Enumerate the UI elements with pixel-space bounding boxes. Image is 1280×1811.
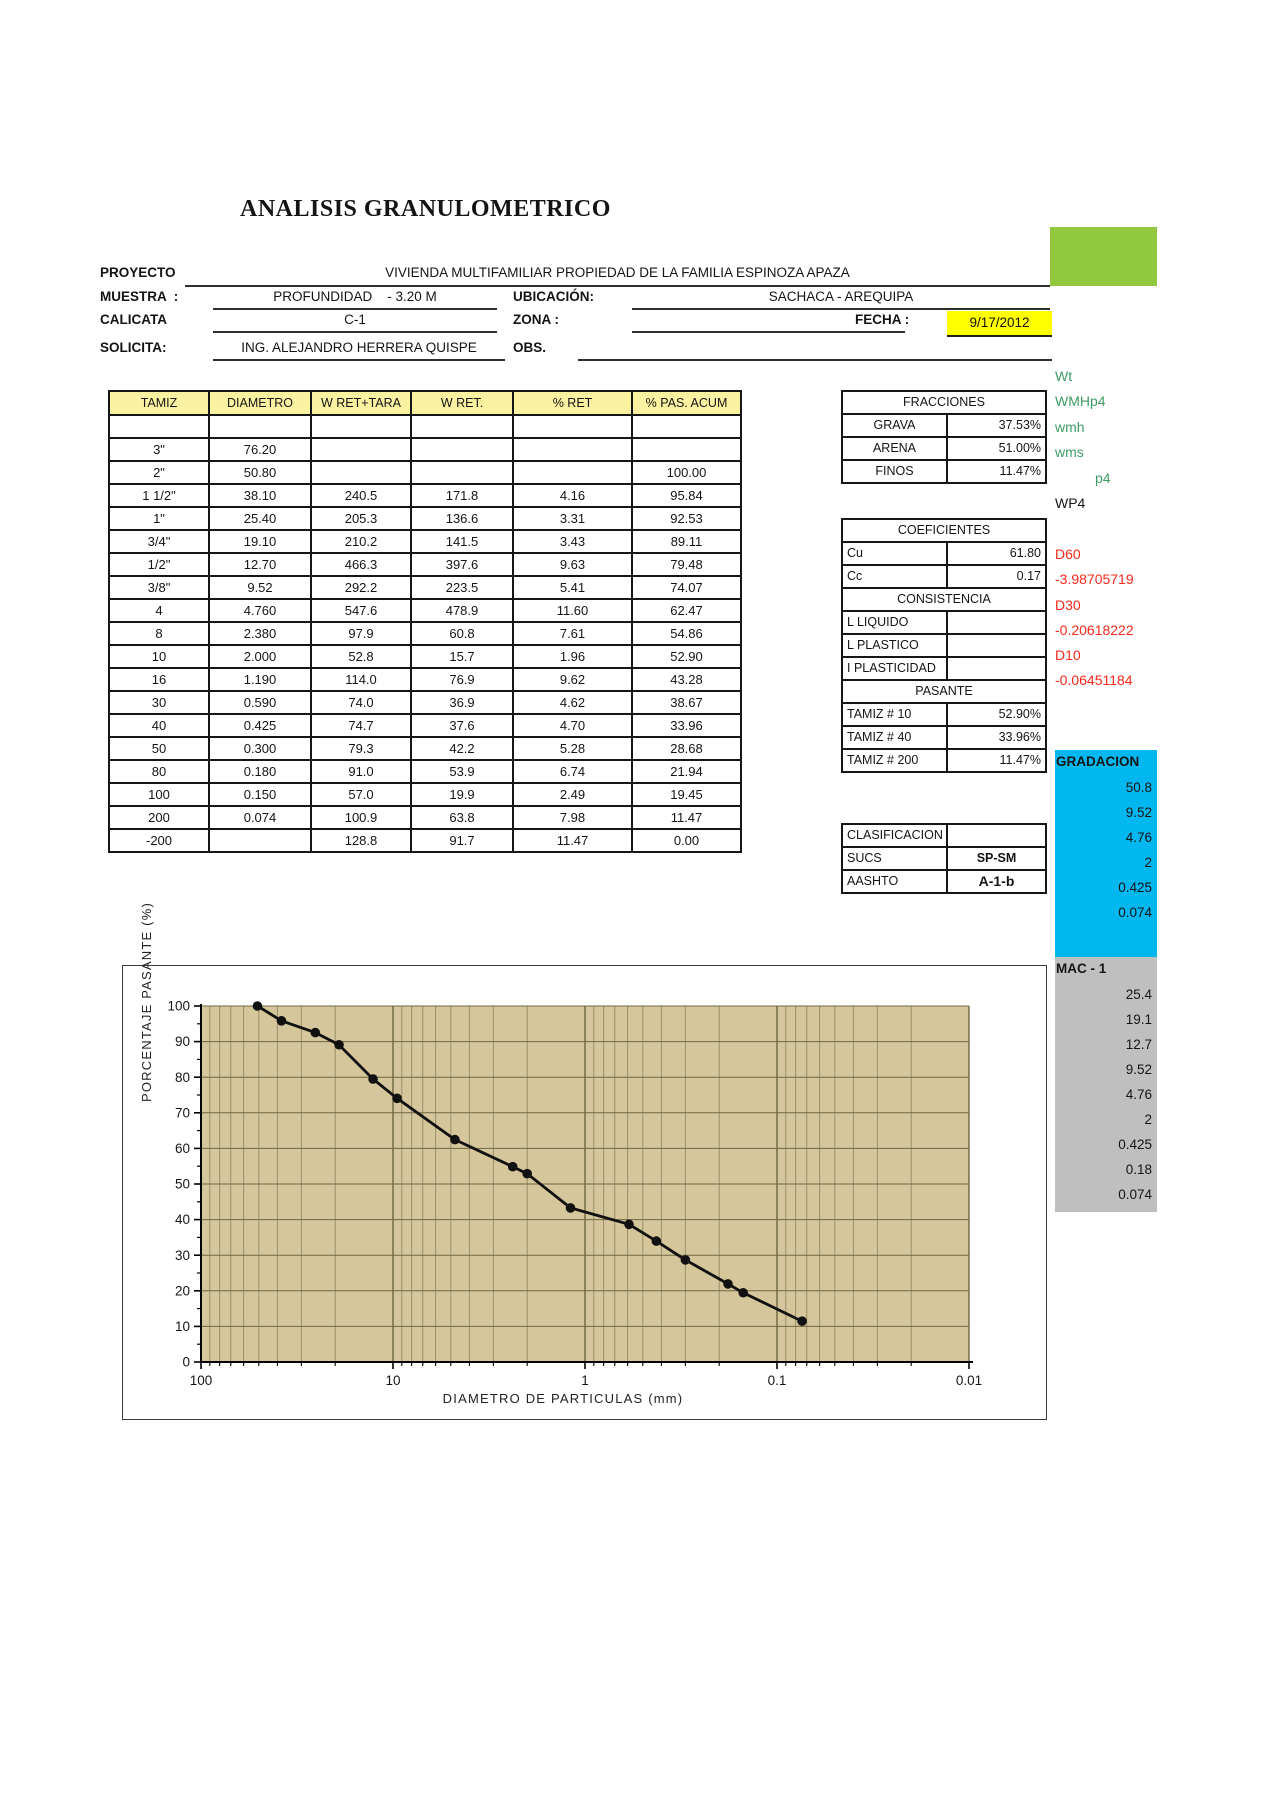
table-cell: 397.6 [411,553,513,576]
box-row [842,391,1046,414]
table-cell: 54.86 [632,622,741,645]
table-cell: 1.190 [209,668,311,691]
svg-text:20: 20 [174,1283,190,1299]
table-cell [513,461,632,484]
stack-value: 9.52 [1125,805,1152,820]
table-cell: 2.000 [209,645,311,668]
box-row [842,847,1046,870]
table-cell: 92.53 [632,507,741,530]
column-header: % RET [513,391,632,415]
box-value: A-1-b [947,870,1046,893]
table-cell: 3.43 [513,530,632,553]
table-cell [632,415,741,438]
table-cell: 40 [109,714,209,737]
table-cell: 3/4" [109,530,209,553]
table-cell: 171.8 [411,484,513,507]
table-cell: 9.52 [209,576,311,599]
solicita-label: SOLICITA: [100,340,167,355]
table-cell: 76.9 [411,668,513,691]
box-value: 61.80 [947,542,1046,565]
stack-value: 12.7 [1125,1037,1152,1052]
box-value: 37.53% [947,414,1046,437]
box-header: PASANTE [842,680,1046,703]
table-cell: 36.9 [411,691,513,714]
margin-note: D30 [1055,597,1081,613]
table-cell: 91.0 [311,760,411,783]
table-cell: 0.074 [209,806,311,829]
box-label: L PLASTICO [842,634,947,657]
table-cell [311,438,411,461]
table-cell: 4 [109,599,209,622]
box-row [842,414,1046,437]
table-cell: 2.49 [513,783,632,806]
table-cell: 11.47 [632,806,741,829]
table-row [109,484,741,507]
table-cell: 62.47 [632,599,741,622]
box-row [842,703,1046,726]
svg-text:40: 40 [174,1212,190,1228]
box-value [947,611,1046,634]
table-cell: 50 [109,737,209,760]
margin-note: WMHp4 [1055,393,1106,409]
table-cell: 100 [109,783,209,806]
sieve-table-body [109,415,741,852]
table-cell: 33.96 [632,714,741,737]
box-row [842,437,1046,460]
fracciones-body [842,391,1046,483]
box-label: FINOS [842,460,947,483]
table-cell: 0.590 [209,691,311,714]
svg-text:100: 100 [167,998,190,1014]
ubicacion-underline [632,308,1050,310]
table-cell: 4.70 [513,714,632,737]
box-row [842,519,1046,542]
table-row [109,415,741,438]
box-value: 52.90% [947,703,1046,726]
box-row [842,870,1046,893]
table-row [109,783,741,806]
stack-value: 0.074 [1118,1187,1152,1202]
table-cell: 1.96 [513,645,632,668]
table-row [109,553,741,576]
box-value: 0.17 [947,565,1046,588]
box-header: CONSISTENCIA [842,588,1046,611]
table-cell: 1" [109,507,209,530]
box-label: AASHTO [842,870,947,893]
box-row [842,542,1046,565]
box-value: 51.00% [947,437,1046,460]
solicita-value: ING. ALEJANDRO HERRERA QUISPE [241,340,477,355]
svg-text:1: 1 [581,1373,589,1388]
table-cell: 42.2 [411,737,513,760]
box-row [842,565,1046,588]
stack-value: 2 [1144,855,1152,870]
box-label: L LIQUIDO [842,611,947,634]
table-cell: 4.16 [513,484,632,507]
box-row [842,611,1046,634]
svg-text:100: 100 [189,1373,213,1388]
box-label: GRAVA [842,414,947,437]
gradacion-title: GRADACION [1056,754,1140,769]
table-cell: 16 [109,668,209,691]
table-cell: 0.00 [632,829,741,852]
table-cell: 3" [109,438,209,461]
fracciones-box [841,390,1047,484]
stack-value: 2 [1144,1112,1152,1127]
table-cell: -200 [109,829,209,852]
column-header: % PAS. ACUM [632,391,741,415]
table-cell: 3/8" [109,576,209,599]
mac-box [1055,957,1157,1212]
muestra-label: MUESTRA : [100,289,179,304]
gradacion-values [1055,775,1157,925]
table-cell: 100.9 [311,806,411,829]
table-cell: 223.5 [411,576,513,599]
margin-note: -3.98705719 [1055,571,1134,587]
table-cell: 38.67 [632,691,741,714]
table-cell: 97.9 [311,622,411,645]
table-cell [109,415,209,438]
grain-size-chart [122,965,1047,1420]
stack-value: 19.1 [1125,1012,1152,1027]
table-cell: 79.48 [632,553,741,576]
table-cell: 19.45 [632,783,741,806]
stack-value: 4.76 [1125,1087,1152,1102]
fecha-value-cell: 9/17/2012 [947,311,1052,337]
clasificacion-body [842,824,1046,893]
table-cell: 128.8 [311,829,411,852]
table-cell: 50.80 [209,461,311,484]
gradacion-box [1055,750,1157,957]
table-cell: 10 [109,645,209,668]
svg-text:90: 90 [174,1034,190,1050]
table-cell: 2.380 [209,622,311,645]
muestra-underline [213,308,497,310]
stack-value: 50.8 [1125,780,1152,795]
table-cell: 15.7 [411,645,513,668]
margin-note: -0.06451184 [1055,672,1133,688]
box-label: SUCS [842,847,947,870]
table-cell: 4.760 [209,599,311,622]
table-cell: 205.3 [311,507,411,530]
sieve-table-header-row [109,391,741,415]
stack-value: 0.074 [1118,905,1152,920]
column-header: W RET+TARA [311,391,411,415]
mac-title: MAC - 1 [1056,961,1107,976]
table-cell: 2" [109,461,209,484]
table-row [109,829,741,852]
table-row [109,530,741,553]
box-value: 11.47% [947,749,1046,772]
table-cell [411,438,513,461]
table-cell [209,829,311,852]
table-cell: 28.68 [632,737,741,760]
proyecto-value: VIVIENDA MULTIFAMILIAR PROPIEDAD DE LA FAMILIA ESPINOZA APAZA [385,265,850,280]
box-label: TAMIZ # 10 [842,703,947,726]
fecha-label: FECHA : [855,312,910,327]
table-cell: 240.5 [311,484,411,507]
box-label: I PLASTICIDAD [842,657,947,680]
stack-value: 0.425 [1118,880,1152,895]
green-highlight-block [1050,227,1157,286]
margin-note: wms [1055,444,1084,460]
table-cell: 43.28 [632,668,741,691]
table-cell [632,438,741,461]
box-row [842,657,1046,680]
box-label: Cu [842,542,947,565]
table-row [109,714,741,737]
box-row [842,588,1046,611]
table-cell: 9.62 [513,668,632,691]
obs-label: OBS. [513,340,547,355]
table-cell: 38.10 [209,484,311,507]
chart-y-axis-title: PORCENTAJE PASANTE (%) [139,902,154,1102]
table-cell: 11.60 [513,599,632,622]
svg-text:10: 10 [174,1319,190,1334]
calicata-underline [213,331,497,333]
table-row [109,668,741,691]
table-cell: 5.41 [513,576,632,599]
muestra-value: PROFUNDIDAD - 3.20 M [273,289,437,304]
table-cell: 52.8 [311,645,411,668]
table-cell: 0.180 [209,760,311,783]
box-label: TAMIZ # 40 [842,726,947,749]
table-cell: 9.63 [513,553,632,576]
box-value: 11.47% [947,460,1046,483]
svg-text:70: 70 [174,1105,190,1121]
table-row [109,461,741,484]
margin-note: D60 [1055,546,1081,562]
box-header: FRACCIONES [842,391,1046,414]
table-cell [311,415,411,438]
mac-values [1055,982,1157,1207]
table-row [109,599,741,622]
coeficientes-body [842,519,1046,772]
svg-text:0: 0 [182,1354,190,1370]
stack-value: 4.76 [1125,830,1152,845]
table-cell [513,438,632,461]
table-cell [209,415,311,438]
table-cell: 114.0 [311,668,411,691]
solicita-underline [213,359,505,361]
margin-note: -0.20618222 [1055,622,1134,638]
zona-underline [632,331,905,333]
ubicacion-value: SACHACA - AREQUIPA [768,289,914,304]
table-row [109,507,741,530]
table-cell [311,461,411,484]
table-cell: 3.31 [513,507,632,530]
table-cell: 76.20 [209,438,311,461]
margin-note: p4 [1095,470,1111,486]
table-cell: 292.2 [311,576,411,599]
table-cell: 63.8 [411,806,513,829]
table-cell: 74.0 [311,691,411,714]
table-cell: 0.425 [209,714,311,737]
table-cell: 53.9 [411,760,513,783]
table-cell: 21.94 [632,760,741,783]
table-cell: 0.300 [209,737,311,760]
box-row [842,460,1046,483]
table-cell: 57.0 [311,783,411,806]
table-cell: 37.6 [411,714,513,737]
table-cell: 95.84 [632,484,741,507]
box-row [842,634,1046,657]
table-cell: 200 [109,806,209,829]
box-label: Cc [842,565,947,588]
margin-note: Wt [1055,368,1073,384]
proyecto-label: PROYECTO [100,265,176,280]
table-row [109,737,741,760]
table-cell: 52.90 [632,645,741,668]
table-cell: 19.10 [209,530,311,553]
stack-value: 0.425 [1118,1137,1152,1152]
zona-label: ZONA : [513,312,559,327]
table-cell: 74.7 [311,714,411,737]
table-cell: 60.8 [411,622,513,645]
stack-value: 25.4 [1125,987,1152,1002]
box-row [842,749,1046,772]
box-value [947,634,1046,657]
table-row [109,645,741,668]
margin-note: wmh [1055,419,1085,435]
coeficientes-box [841,518,1047,773]
margin-note: D10 [1055,647,1081,663]
stack-value: 0.18 [1125,1162,1152,1177]
table-cell: 12.70 [209,553,311,576]
table-cell [411,461,513,484]
svg-text:10: 10 [385,1373,401,1388]
table-cell [411,415,513,438]
box-value [947,657,1046,680]
table-cell: 7.98 [513,806,632,829]
stack-value: 9.52 [1125,1062,1152,1077]
table-row [109,806,741,829]
svg-text:80: 80 [174,1069,190,1085]
clasificacion-box [841,823,1047,894]
table-cell: 74.07 [632,576,741,599]
proyecto-underline [185,285,1050,287]
table-cell: 0.150 [209,783,311,806]
svg-text:DIAMETRO DE PARTICULAS (mm): DIAMETRO DE PARTICULAS (mm) [442,1391,684,1406]
box-label: ARENA [842,437,947,460]
box-header: COEFICIENTES [842,519,1046,542]
table-cell: 1/2" [109,553,209,576]
table-cell: 141.5 [411,530,513,553]
table-row [109,438,741,461]
table-cell: 7.61 [513,622,632,645]
table-row [109,760,741,783]
table-cell: 89.11 [632,530,741,553]
table-cell: 547.6 [311,599,411,622]
table-cell: 4.62 [513,691,632,714]
table-cell: 79.3 [311,737,411,760]
column-header: TAMIZ [109,391,209,415]
table-row [109,622,741,645]
column-header: W RET. [411,391,513,415]
table-cell: 136.6 [411,507,513,530]
table-cell [513,415,632,438]
table-cell: 100.00 [632,461,741,484]
table-cell: 5.28 [513,737,632,760]
box-row [842,680,1046,703]
svg-text:30: 30 [174,1247,190,1263]
margin-note: WP4 [1055,495,1086,511]
calicata-label: CALICATA [100,312,167,327]
box-value: 33.96% [947,726,1046,749]
calicata-value: C-1 [344,312,366,327]
svg-text:50: 50 [174,1176,190,1192]
table-cell: 210.2 [311,530,411,553]
table-cell: 25.40 [209,507,311,530]
box-row [842,726,1046,749]
column-header: DIAMETRO [209,391,311,415]
table-cell: 30 [109,691,209,714]
svg-text:60: 60 [174,1141,190,1156]
box-value [947,824,1046,847]
table-cell: 466.3 [311,553,411,576]
box-value: SP-SM [947,847,1046,870]
obs-underline [578,359,1052,361]
box-label: CLASIFICACION [842,824,947,847]
table-cell: 6.74 [513,760,632,783]
sieve-table [108,390,742,853]
svg-text:0.01: 0.01 [955,1373,983,1388]
page-title: ANALISIS GRANULOMETRICO [240,196,611,222]
table-cell: 80 [109,760,209,783]
table-cell: 19.9 [411,783,513,806]
table-cell: 91.7 [411,829,513,852]
table-cell: 11.47 [513,829,632,852]
grain-curve-svg [123,966,1046,1419]
box-label: TAMIZ # 200 [842,749,947,772]
svg-text:0.1: 0.1 [767,1373,787,1388]
box-row [842,824,1046,847]
table-cell: 1 1/2" [109,484,209,507]
table-row [109,576,741,599]
table-row [109,691,741,714]
table-cell: 8 [109,622,209,645]
table-cell: 478.9 [411,599,513,622]
ubicacion-label: UBICACIÓN: [513,289,594,304]
